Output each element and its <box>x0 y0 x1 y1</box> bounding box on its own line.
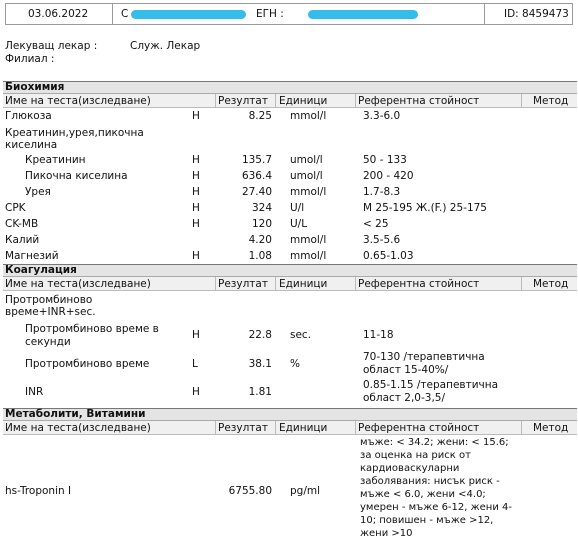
result-value: 6755.80 <box>228 485 272 497</box>
col-reference: Референтна стойност <box>358 422 480 434</box>
table-row <box>3 202 577 216</box>
test-name: Пикочна киселина <box>25 170 128 182</box>
table-row <box>3 154 577 168</box>
reference: мъже: < 34.2; жени: < 15.6; за оценка на риск от кардиоваскуларни заболявания: нисък риск - мъже < 6.0, жени <4.0; умерен - мъже 6-12, жени 4-10; повишен - мъже >12, жени >10 <box>360 437 512 539</box>
result-value: 636.4 <box>241 170 272 182</box>
reference: 0.85-1.15 /терапевтична област 2,0-3,5/ <box>363 379 499 404</box>
test-name: Креатинин <box>25 154 86 166</box>
column-header-row <box>3 421 577 435</box>
result-value: 4.20 <box>248 234 272 246</box>
col-units: Единици <box>279 278 328 290</box>
col-units: Единици <box>279 422 328 434</box>
col-name: Име на теста(изследване) <box>5 278 151 290</box>
result-value: 27.40 <box>241 186 272 198</box>
flag: H <box>192 329 200 341</box>
reference: 70-130 /терапевтична област 15-40%/ <box>363 351 485 376</box>
test-name: Урея <box>25 186 51 198</box>
flag: H <box>192 154 200 166</box>
col-method: Метод <box>533 278 569 290</box>
branch-line <box>5 53 130 65</box>
reference: 0.65-1.03 <box>363 250 414 262</box>
patient-header <box>5 3 573 25</box>
patient-name: С <box>121 8 129 20</box>
table-row <box>3 218 577 232</box>
reference: 200 - 420 <box>363 170 414 182</box>
flag: H <box>192 170 200 182</box>
col-units: Единици <box>279 95 328 107</box>
unit: U/L <box>290 218 308 230</box>
redaction-mark <box>131 10 246 19</box>
egn-label: ЕГН : <box>256 8 284 20</box>
unit: sec. <box>290 329 312 341</box>
table-row <box>3 379 577 405</box>
column-header-row <box>3 94 577 108</box>
test-name: Протромбиново време в секунди <box>25 323 159 348</box>
result-value: 8.25 <box>248 110 272 122</box>
unit: mmol/l <box>290 234 327 246</box>
table-row <box>3 351 577 377</box>
flag: H <box>192 186 200 198</box>
branch-label: Филиал : <box>5 53 55 65</box>
table-row <box>3 127 577 153</box>
reference: < 25 <box>363 218 389 230</box>
section-title-metabolites: Метаболити, Витамини <box>3 408 577 421</box>
test-name: Магнезий <box>5 250 59 262</box>
col-method: Метод <box>533 95 569 107</box>
header-divider <box>484 4 485 24</box>
result-value: 1.81 <box>248 386 272 398</box>
table-row <box>3 170 577 184</box>
unit: umol/l <box>290 170 323 182</box>
patient-id: ID: 8459473 <box>504 8 569 20</box>
test-group-name: Протромбиново време+INR+sec. <box>5 294 96 318</box>
reference: 3.5-5.6 <box>363 234 401 246</box>
test-name: Глюкоза <box>5 110 52 122</box>
table-row <box>3 294 577 320</box>
doctor-line <box>5 40 200 52</box>
table-row <box>3 436 577 544</box>
reference: 1.7-8.3 <box>363 186 401 198</box>
result-value: 135.7 <box>241 154 272 166</box>
col-result: Резултат <box>218 278 268 290</box>
doctor-label: Лекуващ лекар : <box>5 40 98 52</box>
flag: H <box>192 202 200 214</box>
flag: L <box>192 358 198 370</box>
test-name: CPK <box>5 202 26 214</box>
test-name: Калий <box>5 234 40 246</box>
column-header-row <box>3 277 577 291</box>
flag: H <box>192 386 200 398</box>
test-name: Протромбиново време <box>25 358 150 370</box>
col-name: Име на теста(изследване) <box>5 422 151 434</box>
unit: mmol/l <box>290 250 327 262</box>
table-row <box>3 250 577 264</box>
test-name: CK-MB <box>5 218 39 230</box>
report-date: 03.06.2022 <box>28 8 89 20</box>
section-title-biochemistry: Биохимия <box>3 81 577 94</box>
redaction-mark <box>308 10 418 19</box>
table-row <box>3 323 577 349</box>
test-name: hs-Troponin I <box>5 485 72 497</box>
section-title-coagulation: Коагулация <box>3 264 577 277</box>
flag: H <box>192 250 200 262</box>
doctor-value: Служ. Лекар <box>130 40 201 52</box>
col-reference: Референтна стойност <box>358 278 480 290</box>
result-value: 22.8 <box>248 329 272 341</box>
col-name: Име на теста(изследване) <box>5 95 151 107</box>
reference: 11-18 <box>363 329 394 341</box>
table-row <box>3 186 577 200</box>
result-value: 324 <box>251 202 272 214</box>
unit: % <box>290 358 300 370</box>
col-reference: Референтна стойност <box>358 95 480 107</box>
unit: mmol/l <box>290 110 327 122</box>
result-value: 1.08 <box>248 250 272 262</box>
header-divider <box>112 4 113 24</box>
unit: umol/l <box>290 154 323 166</box>
flag: H <box>192 110 200 122</box>
result-value: 120 <box>251 218 272 230</box>
table-row <box>3 234 577 248</box>
reference: М 25-195 Ж.(F.) 25-175 <box>363 202 487 214</box>
col-result: Резултат <box>218 95 268 107</box>
table-row <box>3 110 577 124</box>
col-result: Резултат <box>218 422 268 434</box>
reference: 50 - 133 <box>363 154 407 166</box>
test-group-name: Креатинин,урея,пикочна киселина <box>5 127 144 151</box>
result-value: 38.1 <box>248 358 272 370</box>
flag: H <box>192 218 200 230</box>
unit: pg/ml <box>290 485 321 497</box>
reference: 3.3-6.0 <box>363 110 401 122</box>
unit: U/l <box>290 202 305 214</box>
test-name: INR <box>25 386 44 398</box>
col-method: Метод <box>533 422 569 434</box>
unit: mmol/l <box>290 186 327 198</box>
